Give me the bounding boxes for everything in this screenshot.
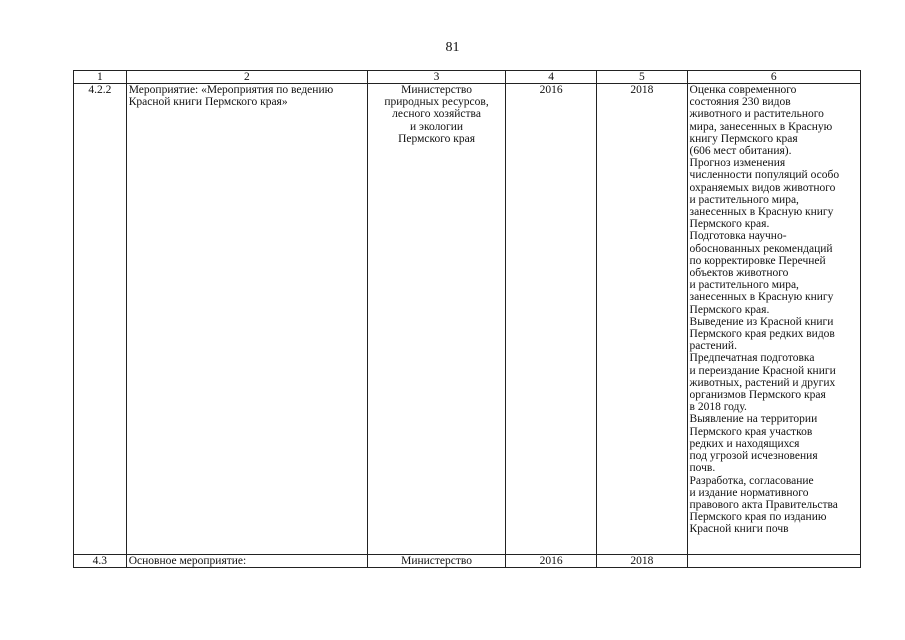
result-line: Выведение из Красной книги bbox=[689, 315, 834, 328]
executor-line: и экологии bbox=[410, 120, 464, 133]
result-line: численности популяций особо bbox=[689, 169, 840, 182]
result-line: животного и растительного bbox=[689, 108, 824, 121]
result-line: и растительного мира, bbox=[689, 279, 799, 292]
result-line: мира, занесенных в Красную bbox=[689, 120, 833, 133]
result-line: организмов Пермского края bbox=[689, 389, 826, 402]
result-line: Пермского края. bbox=[689, 218, 770, 231]
header-cell-5: 5 bbox=[597, 71, 687, 84]
executor-line: Министерство bbox=[401, 84, 472, 96]
result-line: Подготовка научно- bbox=[689, 230, 787, 243]
executor-cell bbox=[368, 555, 506, 568]
result-cell bbox=[687, 555, 860, 568]
result-line: Предпечатная подготовка bbox=[689, 352, 815, 365]
result-line: почв. bbox=[689, 462, 716, 475]
result-cell bbox=[687, 84, 860, 555]
page-number: 81 bbox=[445, 40, 460, 55]
table-header-row bbox=[74, 71, 861, 84]
start-year-cell: 2016 bbox=[506, 555, 597, 568]
table-row bbox=[74, 555, 861, 568]
result-line: Пермского края редких видов bbox=[689, 328, 835, 341]
result-line: правового акта Правительства bbox=[689, 498, 838, 511]
result-line: растений. bbox=[689, 340, 737, 353]
executor-line: лесного хозяйства bbox=[392, 108, 481, 121]
end-year-cell: 2018 bbox=[597, 555, 687, 568]
header-cell-3: 3 bbox=[368, 71, 506, 84]
result-line: Пермского края участков bbox=[689, 425, 813, 438]
activity-name-cell bbox=[126, 555, 367, 568]
result-line: и переиздание Красной книги bbox=[689, 364, 836, 377]
result-line: (606 мест обитания). bbox=[689, 145, 792, 158]
executor-cell bbox=[368, 84, 506, 555]
result-line: редких и находящихся bbox=[689, 437, 800, 450]
result-line: Пермского края. bbox=[689, 303, 770, 316]
activity-name-line: Основное мероприятие: bbox=[128, 555, 247, 567]
result-line: объектов животного bbox=[689, 267, 789, 280]
row-number-cell: 4.3 bbox=[74, 555, 127, 568]
result-line: в 2018 году. bbox=[689, 401, 747, 414]
result-line: Прогноз изменения bbox=[689, 157, 786, 170]
result-line: под угрозой исчезновения bbox=[689, 450, 818, 463]
executor-line: природных ресурсов, bbox=[384, 96, 489, 109]
executor-line: Министерство bbox=[401, 555, 472, 567]
result-line: Выявление на территории bbox=[689, 413, 818, 426]
result-line: по корректировке Перечней bbox=[689, 254, 826, 267]
result-line: обоснованных рекомендаций bbox=[689, 242, 833, 255]
header-cell-2: 2 bbox=[126, 71, 367, 84]
end-year-cell: 2018 bbox=[597, 84, 687, 555]
row-number-cell: 4.2.2 bbox=[74, 84, 127, 555]
program-table bbox=[73, 70, 861, 568]
result-line: занесенных в Красную книгу bbox=[689, 206, 834, 219]
header-cell-6: 6 bbox=[687, 71, 860, 84]
result-line: Разработка, согласование bbox=[689, 474, 814, 487]
result-line: занесенных в Красную книгу bbox=[689, 291, 834, 304]
activity-name-cell bbox=[126, 84, 367, 555]
result-line: книгу Пермского края bbox=[689, 132, 798, 145]
result-line: и растительного мира, bbox=[689, 193, 799, 206]
result-line: Красной книги почв bbox=[689, 523, 789, 536]
executor-line: Пермского края bbox=[398, 132, 475, 145]
header-cell-4: 4 bbox=[506, 71, 597, 84]
result-line: Оценка современного bbox=[689, 84, 797, 96]
result-line: состояния 230 видов bbox=[689, 96, 791, 109]
table-row bbox=[74, 84, 861, 555]
activity-name-line: Красной книги Пермского края» bbox=[128, 96, 288, 109]
result-line: и издание нормативного bbox=[689, 486, 809, 499]
start-year-cell: 2016 bbox=[506, 84, 597, 555]
result-line: животных, растений и других bbox=[689, 376, 836, 389]
header-cell-1: 1 bbox=[74, 71, 127, 84]
activity-name-line: Мероприятие: «Мероприятия по ведению bbox=[128, 84, 334, 96]
result-line: Пермского края по изданию bbox=[689, 511, 827, 524]
result-line: охраняемых видов животного bbox=[689, 181, 836, 194]
